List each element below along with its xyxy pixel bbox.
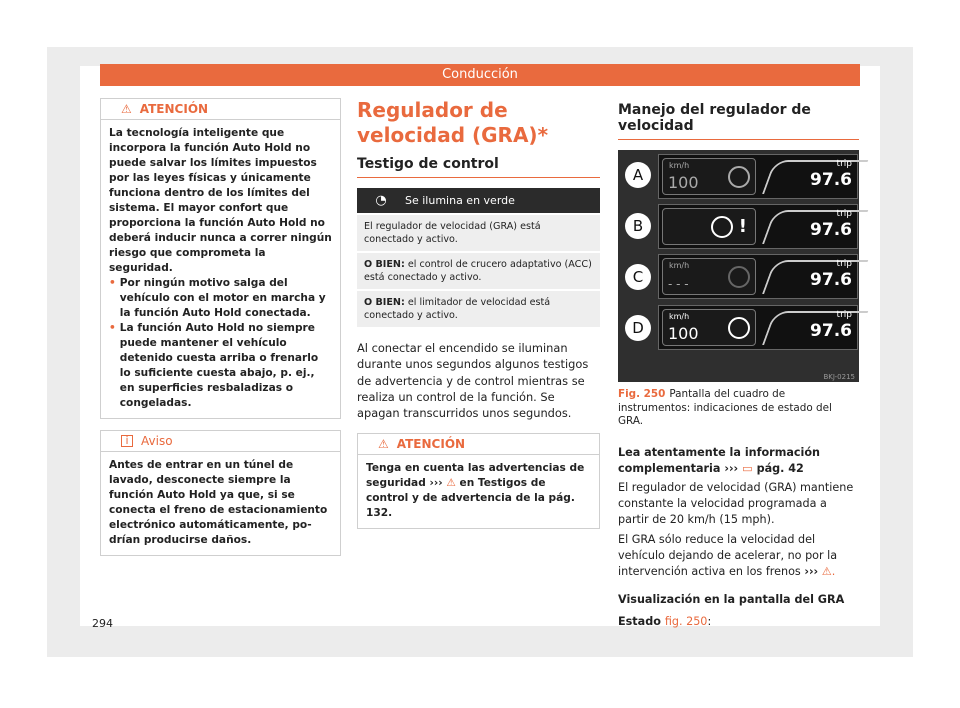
- speedometer-icon: [728, 317, 750, 339]
- speed-display: [662, 158, 756, 195]
- warning-text: La tecnología inteligente que incorpora la función Auto Hold no puede salvar los límites impuestos por las leyes físicas y únicamente funciona dentro de los límites del sistema. El mayor confort que proporciona la función Auto Hold no deberá inducir nunca a correr ningún riesgo que comprometa la seguridad.: [109, 127, 332, 274]
- note-body: [101, 452, 340, 555]
- figure-label: A: [625, 162, 651, 188]
- trip-display: [762, 158, 856, 195]
- trip-display: [762, 208, 856, 245]
- trip-value: 97.6: [810, 220, 852, 240]
- indicator-row: [357, 291, 600, 327]
- trip-display: [762, 309, 856, 346]
- trip-label: trip: [836, 209, 852, 219]
- indicator-table-header: [357, 188, 600, 213]
- trip-value: 97.6: [810, 170, 852, 190]
- trip-label: trip: [836, 310, 852, 320]
- trip-value: 97.6: [810, 270, 852, 290]
- note-box: [100, 430, 341, 556]
- row-text: el limitador de velocidad está conectado y activo.: [364, 297, 551, 321]
- instrument-figure: [618, 150, 859, 382]
- display-panel: [658, 154, 858, 199]
- warning-box: [357, 433, 600, 529]
- section-title: Manejo del regulador de velocidad: [618, 102, 859, 140]
- warning-triangle-icon: ⚠: [378, 437, 389, 452]
- exclamation-icon: !: [738, 216, 747, 237]
- book-icon: ▭: [742, 461, 753, 475]
- indicator-row: [357, 253, 600, 289]
- speed-display: [662, 309, 756, 346]
- display-panel: [658, 305, 858, 350]
- figure-label: C: [625, 264, 651, 290]
- trip-value: 97.6: [810, 321, 852, 341]
- trip-display: [762, 258, 856, 295]
- figure-label: D: [625, 315, 651, 341]
- bullet-item: [109, 321, 332, 411]
- speed-value: - - -: [668, 277, 689, 291]
- cross-reference-arrows: ›››: [724, 461, 739, 475]
- bullet-item: [109, 276, 332, 321]
- note-title: Aviso: [141, 434, 173, 448]
- speed-unit: km/h: [669, 312, 690, 321]
- warning-body: [101, 120, 340, 418]
- cruise-control-icon: ◔: [375, 193, 387, 208]
- body-paragraph: [618, 532, 859, 581]
- column-3: [618, 98, 859, 631]
- warning-triangle-icon: ⚠: [121, 102, 132, 116]
- display-panel: [658, 254, 858, 299]
- speedometer-icon: [728, 166, 750, 188]
- warning-text: Tenga en cuenta las advertencias de seguridad: [366, 462, 585, 490]
- column-1: [100, 98, 341, 556]
- state-line: [618, 614, 859, 630]
- speed-value: 100: [668, 324, 699, 343]
- column-2: [357, 98, 600, 529]
- bullet-dot-icon: •: [109, 322, 116, 334]
- warning-triangle-icon: ⚠.: [821, 564, 836, 578]
- cross-reference-arrows: ›››: [804, 564, 819, 578]
- figure-caption: [618, 388, 859, 429]
- figure-label: B: [625, 213, 651, 239]
- indicator-row: [357, 215, 600, 251]
- colon: :: [707, 615, 712, 629]
- figure-number: Fig. 250: [618, 388, 666, 400]
- page-number: 294: [92, 617, 113, 630]
- speed-display: [662, 208, 756, 245]
- indicator-table: [357, 188, 600, 327]
- bullet-text: Por ningún motivo salga del vehículo con el motor en marcha y la función Auto Hold conectada.: [119, 277, 326, 319]
- state-label: Estado: [618, 615, 661, 629]
- subsection-title: Testigo de control: [357, 156, 600, 178]
- warning-body: [358, 455, 599, 528]
- section-title: Regulador de velocidad (GRA)*: [357, 98, 549, 147]
- warning-title: ATENCIÓN: [396, 437, 466, 452]
- indicator-header-text: Se ilumina en verde: [405, 194, 515, 207]
- row-prefix: O BIEN:: [364, 259, 405, 270]
- warning-header: [101, 99, 340, 120]
- read-info-paragraph: [618, 445, 859, 477]
- figure-code: BKJ-0215: [823, 373, 855, 381]
- row-text: El regulador de velocidad (GRA) está conectado y activo.: [364, 221, 541, 245]
- warning-title: ATENCIÓN: [139, 102, 209, 116]
- body-paragraph: El regulador de velocidad (GRA) mantiene constante la velocidad programada a partir de 20 km/h (15 mph).: [618, 480, 854, 527]
- figure-reference-link[interactable]: fig. 250: [664, 615, 708, 629]
- speedometer-icon: [711, 216, 733, 238]
- row-prefix: O BIEN:: [364, 297, 405, 308]
- speedometer-icon: [728, 266, 750, 288]
- trip-label: trip: [836, 159, 852, 169]
- warning-header: [358, 434, 599, 455]
- warning-box: [100, 98, 341, 419]
- paragraph-text: El GRA sólo reduce la velocidad del vehículo dejando de acelerar, no por la intervención activa en los frenos: [618, 532, 838, 578]
- cross-reference-arrows: ›››: [429, 477, 443, 490]
- bullet-dot-icon: •: [109, 277, 116, 289]
- cross-reference-link[interactable]: en Testigos de control y de advertencia de la pág. 132.: [366, 477, 575, 520]
- read-text: Lea atentamente la información complementaria: [618, 445, 821, 475]
- speed-value: 100: [668, 173, 699, 192]
- trip-label: trip: [836, 259, 852, 269]
- note-header: [101, 431, 340, 452]
- note-text: Antes de entrar en un túnel de lavado, desconecte siempre la función Auto Hold ya que, si se conecta el freno de estacionamiento electrónico automáticamente, podrían producirse daños.: [109, 459, 328, 546]
- speed-unit: km/h: [669, 261, 690, 270]
- row-text: el control de crucero adaptativo (ACC) está conectado y activo.: [364, 259, 592, 283]
- bullet-text: La función Auto Hold no siempre puede mantener el vehículo detenido cuesta arriba o frenarlo lo suficiente cuesta abajo, p. ej., en superficies resbaladizas o congeladas.: [119, 322, 319, 409]
- info-icon: i: [121, 435, 133, 447]
- speed-display: [662, 258, 756, 295]
- subheading: Visualización en la pantalla del GRA: [618, 593, 845, 607]
- display-panel: [658, 204, 858, 249]
- warning-triangle-icon: ⚠: [446, 477, 456, 490]
- body-paragraph: Al conectar el encendido se iluminan durante unos segundos algunos testigos de advertencia y de control mientras se realiza un control de la función. Se apagan transcurridos unos segundos.: [357, 341, 589, 421]
- caption-text: Pantalla del cuadro de instrumentos: indicaciones de estado del GRA.: [618, 388, 832, 427]
- page-reference-link[interactable]: pág. 42: [756, 461, 804, 475]
- section-header: Conducción: [100, 64, 860, 86]
- speed-unit: km/h: [669, 161, 690, 170]
